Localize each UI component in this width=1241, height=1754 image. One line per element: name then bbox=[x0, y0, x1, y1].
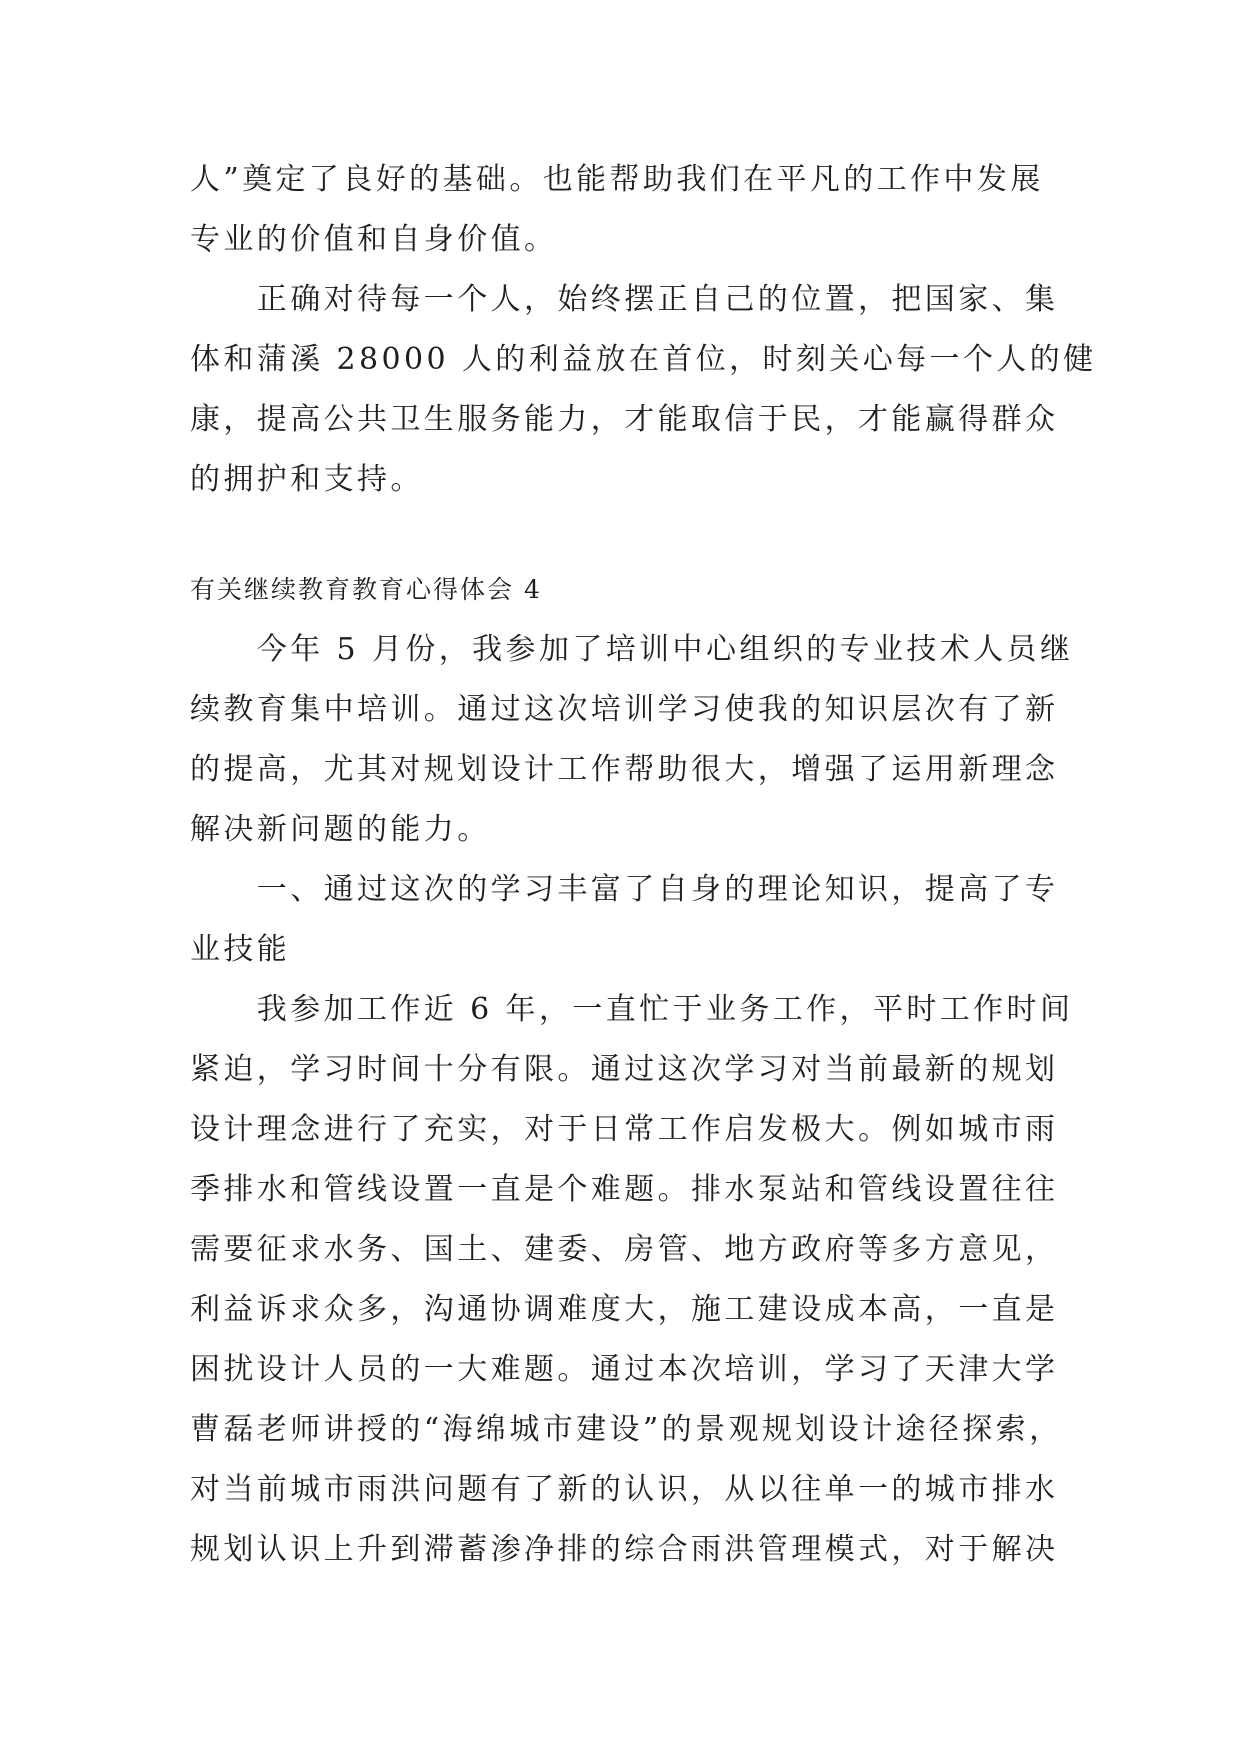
text-line: 一、通过这次的学习丰富了自身的理论知识，提高了专 bbox=[190, 872, 1059, 907]
paragraph-5 bbox=[190, 980, 1074, 1580]
text-line: 曹磊老师讲授的“海绵城市建设”的景观规划设计途径探索， bbox=[190, 1412, 1063, 1447]
text-line: 设计理念进行了充实，对于日常工作启发极大。例如城市雨 bbox=[190, 1112, 1059, 1147]
text-line: 需要征求水务、国土、建委、房管、地方政府等多方意见， bbox=[190, 1232, 1059, 1267]
text-line: 对当前城市雨洪问题有了新的认识，从以往单一的城市排水 bbox=[190, 1472, 1059, 1507]
section-heading: 有关继续教育教育心得体会 4 bbox=[190, 575, 542, 604]
paragraph-2 bbox=[190, 270, 1097, 510]
paragraph-1 bbox=[190, 150, 1050, 270]
text-line: 的拥护和支持。 bbox=[190, 462, 424, 497]
text-line: 规划认识上升到滞蓄渗净排的综合雨洪管理模式，对于解决 bbox=[190, 1532, 1059, 1567]
text-line: 人”奠定了良好的基础。也能帮助我们在平凡的工作中发展 bbox=[190, 162, 1044, 197]
text-line: 解决新问题的能力。 bbox=[190, 812, 491, 847]
text-line: 今年 5 月份，我参加了培训中心组织的专业技术人员继 bbox=[190, 632, 1074, 667]
text-line: 我参加工作近 6 年，一直忙于业务工作，平时工作时间 bbox=[190, 992, 1074, 1027]
section-2 bbox=[190, 560, 1074, 1580]
paragraph-4 bbox=[190, 860, 1059, 980]
text-line: 体和蒲溪 28000 人的利益放在首位，时刻关心每一个人的健 bbox=[190, 342, 1097, 377]
text-line: 康，提高公共卫生服务能力，才能取信于民，才能赢得群众 bbox=[190, 402, 1059, 437]
text-line: 专业的价值和自身价值。 bbox=[190, 222, 558, 257]
text-line: 紧迫，学习时间十分有限。通过这次学习对当前最新的规划 bbox=[190, 1052, 1059, 1087]
section-1 bbox=[190, 150, 1097, 510]
text-line: 困扰设计人员的一大难题。通过本次培训，学习了天津大学 bbox=[190, 1352, 1059, 1387]
text-line: 的提高，尤其对规划设计工作帮助很大，增强了运用新理念 bbox=[190, 752, 1059, 787]
text-line: 季排水和管线设置一直是个难题。排水泵站和管线设置往往 bbox=[190, 1172, 1059, 1207]
text-line: 续教育集中培训。通过这次培训学习使我的知识层次有了新 bbox=[190, 692, 1059, 727]
text-line: 正确对待每一个人，始终摆正自己的位置，把国家、集 bbox=[190, 282, 1059, 317]
paragraph-3 bbox=[190, 620, 1074, 860]
text-line: 利益诉求众多，沟通协调难度大，施工建设成本高，一直是 bbox=[190, 1292, 1059, 1327]
text-line: 业技能 bbox=[190, 932, 291, 967]
